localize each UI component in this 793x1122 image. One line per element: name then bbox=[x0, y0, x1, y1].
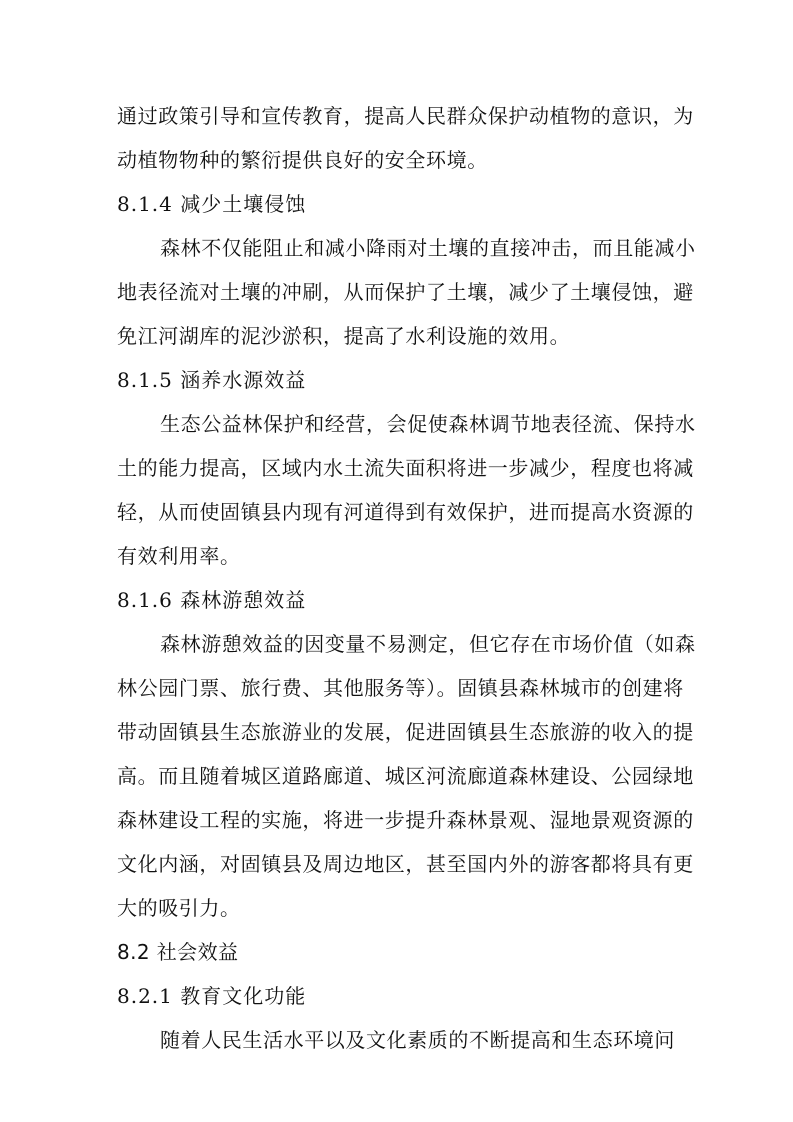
paragraph-line: 通过政策引导和宣传教育，提高人民群众保护动植物的意识，为 bbox=[117, 104, 694, 128]
paragraph-line: 有效利用率。 bbox=[117, 544, 241, 568]
section-heading-8-1-6: 8.1.6 森林游憩效益 bbox=[117, 588, 307, 612]
paragraph-line: 林公园门票、旅行费、其他服务等）。固镇县森林城市的创建将 bbox=[117, 676, 684, 700]
paragraph-line: 生态公益林保护和经营，会促使森林调节地表径流、保持水 bbox=[160, 412, 696, 436]
paragraph-line: 轻，从而使固镇县内现有河道得到有效保护，进而提高水资源的 bbox=[117, 500, 694, 524]
section-heading-8-2-1: 8.2.1 教育文化功能 bbox=[117, 984, 307, 1008]
paragraph-line: 森林建设工程的实施，将进一步提升森林景观、湿地景观资源的 bbox=[117, 808, 694, 832]
paragraph-line: 土的能力提高，区域内水土流失面积将进一步减少，程度也将减 bbox=[117, 456, 694, 480]
paragraph-line: 免江河湖库的泥沙淤积，提高了水利设施的效用。 bbox=[117, 324, 571, 348]
section-heading-8-2: 8.2 社会效益 bbox=[117, 940, 239, 964]
paragraph-line: 地表径流对土壤的冲刷，从而保护了土壤，减少了土壤侵蚀，避 bbox=[117, 280, 694, 304]
paragraph-line: 森林不仅能阻止和减小降雨对土壤的直接冲击，而且能减小 bbox=[160, 236, 696, 260]
paragraph-line: 大的吸引力。 bbox=[117, 896, 241, 920]
paragraph-line: 高。而且随着城区道路廊道、城区河流廊道森林建设、公园绿地 bbox=[117, 764, 694, 788]
paragraph-line: 随着人民生活水平以及文化素质的不断提高和生态环境问 bbox=[160, 1028, 675, 1052]
section-heading-8-1-4: 8.1.4 减少土壤侵蚀 bbox=[117, 192, 307, 216]
paragraph-line: 动植物物种的繁衍提供良好的安全环境。 bbox=[117, 148, 488, 172]
paragraph-line: 文化内涵，对固镇县及周边地区，甚至国内外的游客都将具有更 bbox=[117, 852, 694, 876]
section-heading-8-1-5: 8.1.5 涵养水源效益 bbox=[117, 368, 307, 392]
paragraph-line: 森林游憩效益的因变量不易测定，但它存在市场价值（如森 bbox=[160, 632, 696, 656]
paragraph-line: 带动固镇县生态旅游业的发展，促进固镇县生态旅游的收入的提 bbox=[117, 720, 694, 744]
